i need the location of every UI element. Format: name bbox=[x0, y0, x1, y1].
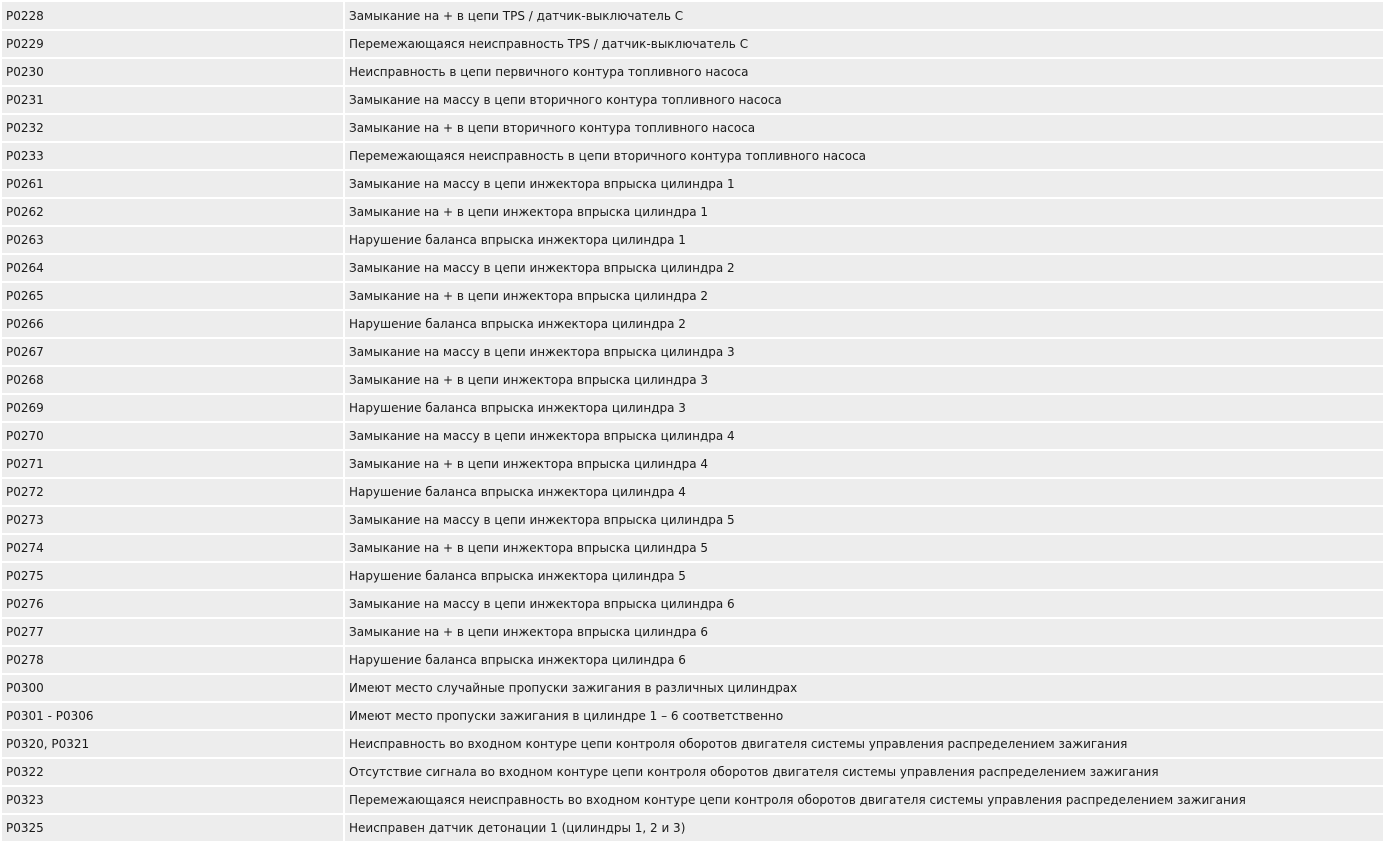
error-description-cell: Нарушение баланса впрыска инжектора цилиндра 1 bbox=[345, 227, 1383, 253]
error-code-cell: P0278 bbox=[2, 647, 343, 673]
error-description-cell: Нарушение баланса впрыска инжектора цилиндра 6 bbox=[345, 647, 1383, 673]
table-row bbox=[2, 115, 1383, 141]
error-description-cell: Замыкание на + в цепи инжектора впрыска цилиндра 3 bbox=[345, 367, 1383, 393]
error-description-cell: Замыкание на массу в цепи вторичного контура топливного насоса bbox=[345, 87, 1383, 113]
error-code-cell: P0271 bbox=[2, 451, 343, 477]
table-row bbox=[2, 31, 1383, 57]
error-description-cell: Замыкание на + в цепи инжектора впрыска цилиндра 4 bbox=[345, 451, 1383, 477]
table-row bbox=[2, 311, 1383, 337]
error-description-cell: Неисправность во входном контуре цепи контроля оборотов двигателя системы управления распределением зажигания bbox=[345, 731, 1383, 757]
error-code-cell: P0273 bbox=[2, 507, 343, 533]
table-row bbox=[2, 339, 1383, 365]
error-code-cell: P0277 bbox=[2, 619, 343, 645]
error-code-cell: P0261 bbox=[2, 171, 343, 197]
error-code-cell: P0274 bbox=[2, 535, 343, 561]
error-description-cell: Отсутствие сигнала во входном контуре цепи контроля оборотов двигателя системы управления распределением зажигания bbox=[345, 759, 1383, 785]
error-code-cell: P0263 bbox=[2, 227, 343, 253]
table-row bbox=[2, 479, 1383, 505]
error-code-cell: P0301 - P0306 bbox=[2, 703, 343, 729]
error-code-cell: P0232 bbox=[2, 115, 343, 141]
error-description-cell: Замыкание на массу в цепи инжектора впрыска цилиндра 6 bbox=[345, 591, 1383, 617]
error-description-cell: Замыкание на массу в цепи инжектора впрыска цилиндра 5 bbox=[345, 507, 1383, 533]
table-row bbox=[2, 675, 1383, 701]
error-code-cell: P0323 bbox=[2, 787, 343, 813]
table-row bbox=[2, 87, 1383, 113]
error-description-cell: Нарушение баланса впрыска инжектора цилиндра 2 bbox=[345, 311, 1383, 337]
table-row bbox=[2, 143, 1383, 169]
table-row bbox=[2, 507, 1383, 533]
error-description-cell: Нарушение баланса впрыска инжектора цилиндра 4 bbox=[345, 479, 1383, 505]
table-row bbox=[2, 759, 1383, 785]
error-description-cell: Замыкание на массу в цепи инжектора впрыска цилиндра 3 bbox=[345, 339, 1383, 365]
error-code-cell: P0231 bbox=[2, 87, 343, 113]
error-description-cell: Замыкание на + в цепи инжектора впрыска цилиндра 6 bbox=[345, 619, 1383, 645]
error-code-cell: P0322 bbox=[2, 759, 343, 785]
error-description-cell: Замыкание на + в цепи инжектора впрыска цилиндра 2 bbox=[345, 283, 1383, 309]
table-row bbox=[2, 619, 1383, 645]
error-description-cell: Имеют место случайные пропуски зажигания в различных цилиндрах bbox=[345, 675, 1383, 701]
error-code-cell: P0268 bbox=[2, 367, 343, 393]
table-row bbox=[2, 591, 1383, 617]
error-code-cell: P0272 bbox=[2, 479, 343, 505]
table-row bbox=[2, 199, 1383, 225]
error-code-cell: P0269 bbox=[2, 395, 343, 421]
error-code-cell: P0300 bbox=[2, 675, 343, 701]
table-row bbox=[2, 647, 1383, 673]
error-code-cell: P0264 bbox=[2, 255, 343, 281]
error-description-cell: Замыкание на + в цепи TPS / датчик-выключатель C bbox=[345, 2, 1383, 29]
table-row bbox=[2, 423, 1383, 449]
error-description-cell: Замыкание на массу в цепи инжектора впрыска цилиндра 4 bbox=[345, 423, 1383, 449]
table-row bbox=[2, 815, 1383, 841]
error-description-cell: Замыкание на + в цепи инжектора впрыска цилиндра 1 bbox=[345, 199, 1383, 225]
error-code-cell: P0270 bbox=[2, 423, 343, 449]
table-row bbox=[2, 283, 1383, 309]
error-code-cell: P0266 bbox=[2, 311, 343, 337]
table-row bbox=[2, 255, 1383, 281]
error-code-cell: P0265 bbox=[2, 283, 343, 309]
error-description-cell: Замыкание на массу в цепи инжектора впрыска цилиндра 1 bbox=[345, 171, 1383, 197]
error-code-cell: P0262 bbox=[2, 199, 343, 225]
table-row bbox=[2, 703, 1383, 729]
error-code-cell: P0230 bbox=[2, 59, 343, 85]
table-row bbox=[2, 367, 1383, 393]
error-code-cell: P0267 bbox=[2, 339, 343, 365]
table-row bbox=[2, 787, 1383, 813]
table-row bbox=[2, 59, 1383, 85]
table-row bbox=[2, 535, 1383, 561]
error-description-cell: Неисправен датчик детонации 1 (цилиндры 1, 2 и 3) bbox=[345, 815, 1383, 841]
error-description-cell: Нарушение баланса впрыска инжектора цилиндра 5 bbox=[345, 563, 1383, 589]
error-code-cell: P0325 bbox=[2, 815, 343, 841]
error-description-cell: Замыкание на массу в цепи инжектора впрыска цилиндра 2 bbox=[345, 255, 1383, 281]
table-row bbox=[2, 563, 1383, 589]
error-description-cell: Замыкание на + в цепи вторичного контура топливного насоса bbox=[345, 115, 1383, 141]
error-description-cell: Перемежающаяся неисправность во входном контуре цепи контроля оборотов двигателя системы управления распределением зажигания bbox=[345, 787, 1383, 813]
error-code-cell: P0233 bbox=[2, 143, 343, 169]
table-row bbox=[2, 227, 1383, 253]
table-row bbox=[2, 731, 1383, 757]
error-code-cell: P0276 bbox=[2, 591, 343, 617]
error-code-cell: P0229 bbox=[2, 31, 343, 57]
error-codes-body bbox=[2, 2, 1383, 841]
error-description-cell: Перемежающаяся неисправность TPS / датчик-выключатель C bbox=[345, 31, 1383, 57]
error-description-cell: Имеют место пропуски зажигания в цилиндре 1 – 6 соответственно bbox=[345, 703, 1383, 729]
table-row bbox=[2, 395, 1383, 421]
error-description-cell: Неисправность в цепи первичного контура топливного насоса bbox=[345, 59, 1383, 85]
table-row bbox=[2, 2, 1383, 29]
table-row bbox=[2, 451, 1383, 477]
error-code-cell: P0275 bbox=[2, 563, 343, 589]
error-description-cell: Нарушение баланса впрыска инжектора цилиндра 3 bbox=[345, 395, 1383, 421]
error-code-cell: P0228 bbox=[2, 2, 343, 29]
error-code-cell: P0320, P0321 bbox=[2, 731, 343, 757]
error-description-cell: Перемежающаяся неисправность в цепи вторичного контура топливного насоса bbox=[345, 143, 1383, 169]
error-description-cell: Замыкание на + в цепи инжектора впрыска цилиндра 5 bbox=[345, 535, 1383, 561]
table-row bbox=[2, 171, 1383, 197]
